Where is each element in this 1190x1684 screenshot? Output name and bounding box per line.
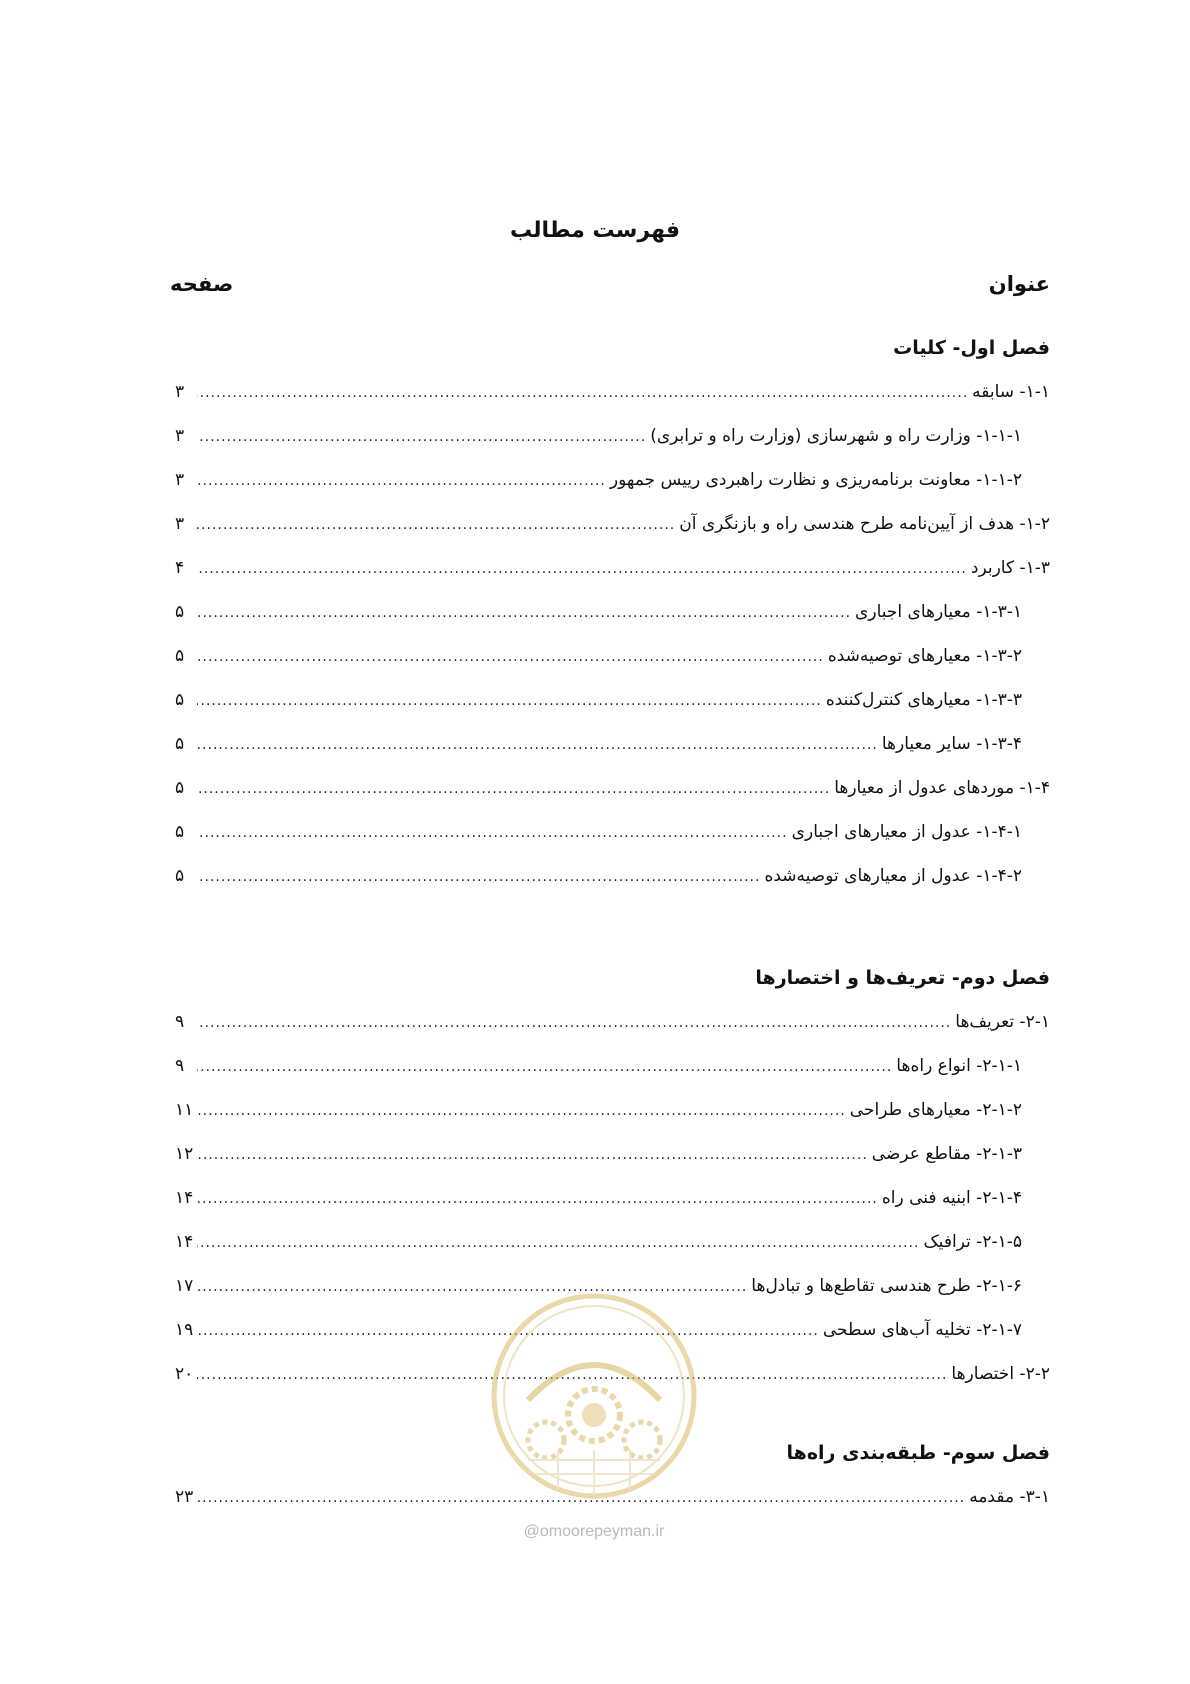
toc-entry[interactable]: [175, 766, 1050, 810]
leader-dots: [197, 1089, 846, 1133]
toc-entry-page: ۳: [175, 470, 185, 490]
toc-entry[interactable]: [175, 678, 1050, 722]
leader-dots: [197, 1045, 892, 1089]
toc-entry-page: ۹: [175, 1012, 185, 1032]
toc-entry[interactable]: [175, 1220, 1050, 1264]
toc-entry-page: ۵: [175, 866, 185, 886]
toc-entry[interactable]: [175, 1176, 1050, 1220]
toc-entry-label: ۲-۱-۲- معیارهای طراحی: [849, 1100, 1022, 1120]
toc-entry-page: ۱۴: [175, 1232, 194, 1252]
toc-entry-label: ۱-۴-۲- عدول از معیارهای توصیه‌شده: [764, 866, 1022, 886]
toc-entry[interactable]: [175, 502, 1050, 546]
toc-entry-label: ۲-۲- اختصارها: [951, 1364, 1050, 1384]
toc-entry[interactable]: [175, 590, 1050, 634]
toc-entry-page: ۱۲: [175, 1144, 194, 1164]
toc-entry[interactable]: [175, 1132, 1050, 1176]
toc-entry-page: ۲۰: [175, 1364, 194, 1384]
toc-entry-page: ۹: [175, 1056, 185, 1076]
toc-entry-page: ۱۹: [175, 1320, 194, 1340]
toc-entry-page: ۳: [175, 426, 185, 446]
toc-entry-label: ۱-۱- سابقه: [972, 382, 1050, 402]
toc-entry[interactable]: [175, 458, 1050, 502]
leader-dots: [197, 855, 760, 899]
leader-dots: [197, 679, 822, 723]
toc-entry-label: ۱-۴-۱- عدول از معیارهای اجباری: [791, 822, 1022, 842]
toc-entry-page: ۴: [175, 558, 185, 578]
toc-entry[interactable]: [175, 634, 1050, 678]
leader-dots: [197, 591, 851, 635]
toc-entry-page: ۳: [175, 514, 185, 534]
page-title: فهرست مطالب: [509, 218, 681, 243]
toc-entry[interactable]: [175, 1088, 1050, 1132]
toc-entry-page: ۲۳: [175, 1487, 194, 1507]
leader-dots: [197, 723, 878, 767]
toc-entry-label: ۱-۳- کاربرد: [970, 558, 1050, 578]
toc-entry-page: ۵: [175, 690, 185, 710]
toc-entry[interactable]: [175, 370, 1050, 414]
leader-dots: [197, 1221, 919, 1265]
chapter-title: فصل سوم- طبقه‌بندی راه‌ها: [786, 1442, 1050, 1464]
toc-entry-label: ۲-۱-۵- ترافیک: [923, 1232, 1022, 1252]
toc-entry-label: ۳-۱- مقدمه: [969, 1487, 1050, 1507]
toc-entry-label: ۱-۳-۲- معیارهای توصیه‌شده: [827, 646, 1022, 666]
toc-entry[interactable]: [175, 1044, 1050, 1088]
toc-entry-label: ۱-۱-۱- وزارت راه و شهرسازی (وزارت راه و ترابری): [650, 426, 1022, 446]
leader-dots: [197, 503, 675, 547]
toc-entry-label: ۱-۳-۱- معیارهای اجباری: [855, 602, 1022, 622]
leader-dots: [197, 1133, 868, 1177]
leader-dots: [197, 459, 606, 503]
toc-entry[interactable]: [175, 810, 1050, 854]
toc-entry-label: ۲-۱-۱- انواع راه‌ها: [896, 1056, 1022, 1076]
toc-entry[interactable]: [175, 414, 1050, 458]
leader-dots: [197, 547, 967, 591]
toc-entry-label: ۱-۳-۳- معیارهای کنترل‌کننده: [825, 690, 1022, 710]
toc-entry-label: ۲-۱-۷- تخلیه آب‌های سطحی: [822, 1320, 1022, 1340]
toc-entry-page: ۱۴: [175, 1188, 194, 1208]
watermark-seal-icon: [488, 1290, 700, 1502]
leader-dots: [197, 811, 788, 855]
toc-entry-page: ۱۷: [175, 1276, 194, 1296]
toc-entry-page: ۵: [175, 778, 185, 798]
column-header-topic: عنوان: [988, 272, 1050, 296]
leader-dots: [197, 1177, 878, 1221]
watermark-site-label: @omoorepeyman.ir: [523, 1523, 665, 1540]
toc-entry-label: ۱-۱-۲- معاونت برنامه‌ریزی و نظارت راهبردی رییس جمهور: [609, 470, 1022, 490]
toc-entry-label: ۱-۳-۴- سایر معیارها: [881, 734, 1022, 754]
toc-entry-page: ۵: [175, 646, 185, 666]
leader-dots: [197, 635, 824, 679]
toc-entry-label: ۱-۲- هدف از آیین‌نامه طرح هندسی راه و بازنگری آن: [679, 514, 1050, 534]
toc-entry-label: ۲-۱-۳- مقاطع عرضی: [871, 1144, 1022, 1164]
toc-entry-page: ۳: [175, 382, 185, 402]
toc-entry-page: ۵: [175, 602, 185, 622]
chapter-title: فصل اول- کلیات: [893, 337, 1050, 359]
column-header-page: صفحه: [170, 272, 234, 296]
leader-dots: [197, 767, 830, 811]
leader-dots: [197, 415, 646, 459]
toc-entry[interactable]: [175, 854, 1050, 898]
toc-entry-page: ۱۱: [175, 1100, 194, 1120]
toc-entry-label: ۱-۴- موردهای عدول از معیارها: [834, 778, 1050, 798]
toc-entry-page: ۵: [175, 734, 185, 754]
toc-entry-label: ۲-۱- تعریف‌ها: [955, 1012, 1050, 1032]
toc-entry-label: ۲-۱-۶- طرح هندسی تقاطع‌ها و تبادل‌ها: [751, 1276, 1022, 1296]
chapter-1-section: [175, 326, 1050, 898]
toc-entry-page: ۵: [175, 822, 185, 842]
leader-dots: [197, 1001, 951, 1045]
toc-entry[interactable]: [175, 1000, 1050, 1044]
toc-entry[interactable]: [175, 722, 1050, 766]
toc-entry-label: ۲-۱-۴- ابنیه فنی راه: [881, 1188, 1022, 1208]
chapter-title: فصل دوم- تعریف‌ها و اختصارها: [755, 967, 1050, 989]
leader-dots: [197, 371, 968, 415]
toc-entry[interactable]: [175, 546, 1050, 590]
